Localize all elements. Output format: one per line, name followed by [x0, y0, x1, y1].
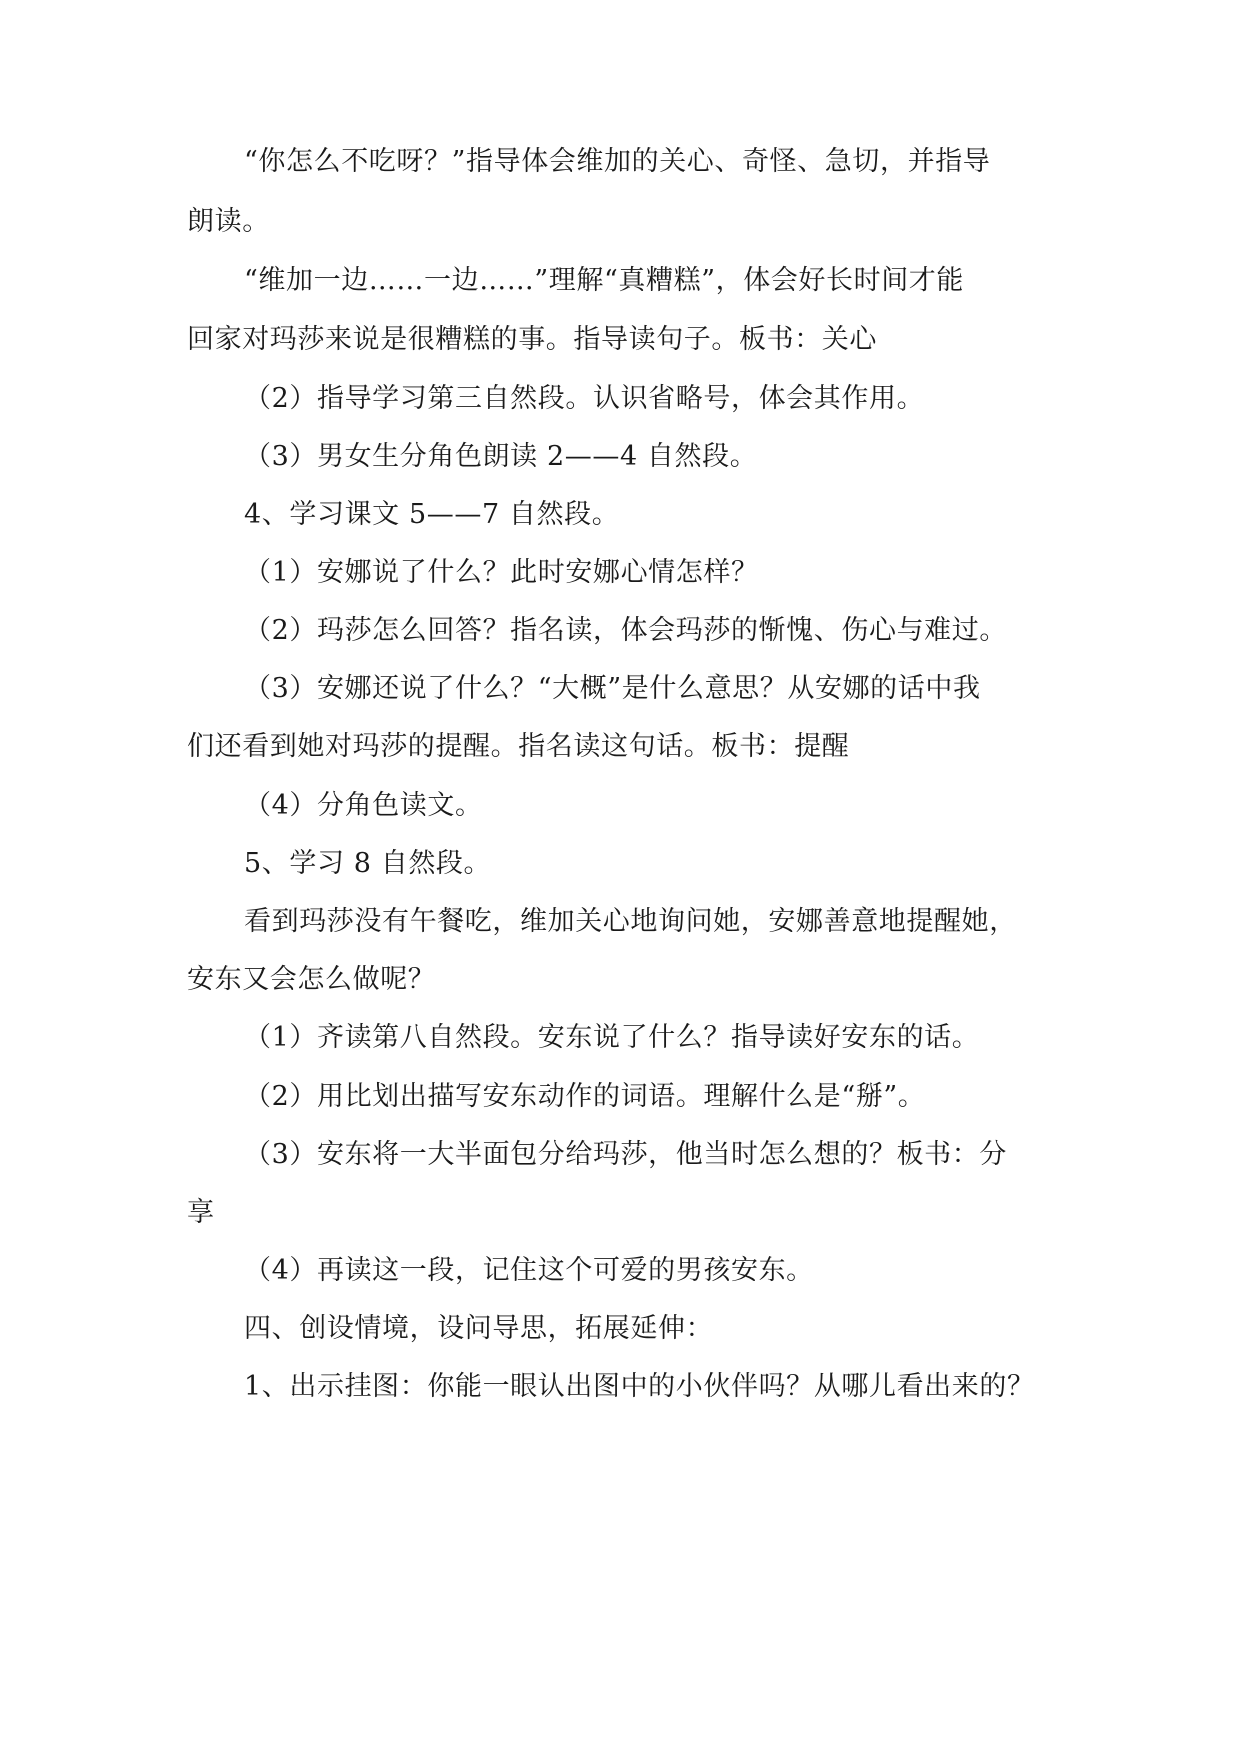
text-line: 看到玛莎没有午餐吃，维加关心地询问她，安娜善意地提醒她，: [244, 906, 1017, 937]
text-line: （3）安东将一大半面包分给玛莎，他当时怎么想的？板书：分: [244, 1139, 1007, 1170]
text-line: 们还看到她对玛莎的提醒。指名读这句话。板书：提醒: [187, 731, 850, 762]
text-line: 1、出示挂图：你能一眼认出图中的小伙伴吗？从哪儿看出来的？: [244, 1371, 1035, 1402]
text-line: （3）男女生分角色朗读 2——4 自然段。: [244, 441, 758, 472]
text-line: （2）指导学习第三自然段。认识省略号，体会其作用。: [244, 383, 925, 414]
text-line: （2）用比划出描写安东动作的词语。理解什么是“掰”。: [244, 1081, 926, 1112]
text-line: 安东又会怎么做呢？: [187, 964, 436, 995]
text-line: 四、创设情境，设问导思，拓展延伸：: [244, 1313, 714, 1344]
text-line: （4）分角色读文。: [244, 790, 483, 821]
text-line: （3）安娜还说了什么？“大概”是什么意思？从安娜的话中我: [244, 673, 981, 704]
text-line: 朗读。: [187, 206, 270, 237]
text-line: （2）玛莎怎么回答？指名读，体会玛莎的惭愧、伤心与难过。: [244, 615, 1007, 646]
text-line: 回家对玛莎来说是很糟糕的事。指导读句子。板书：关心: [187, 324, 877, 355]
text-line: 5、学习 8 自然段。: [244, 848, 492, 879]
text-line: （4）再读这一段，记住这个可爱的男孩安东。: [244, 1255, 814, 1286]
text-line: “你怎么不吃呀？”指导体会维加的关心、奇怪、急切，并指导: [244, 146, 991, 177]
text-line: 享: [187, 1197, 215, 1228]
text-line: “维加一边……一边……”理解“真糟糕”，体会好长时间才能: [244, 265, 965, 296]
text-line: （1）齐读第八自然段。安东说了什么？指导读好安东的话。: [244, 1022, 980, 1053]
text-line: （1）安娜说了什么？此时安娜心情怎样？: [244, 557, 759, 588]
text-line: 4、学习课文 5——7 自然段。: [244, 499, 620, 530]
